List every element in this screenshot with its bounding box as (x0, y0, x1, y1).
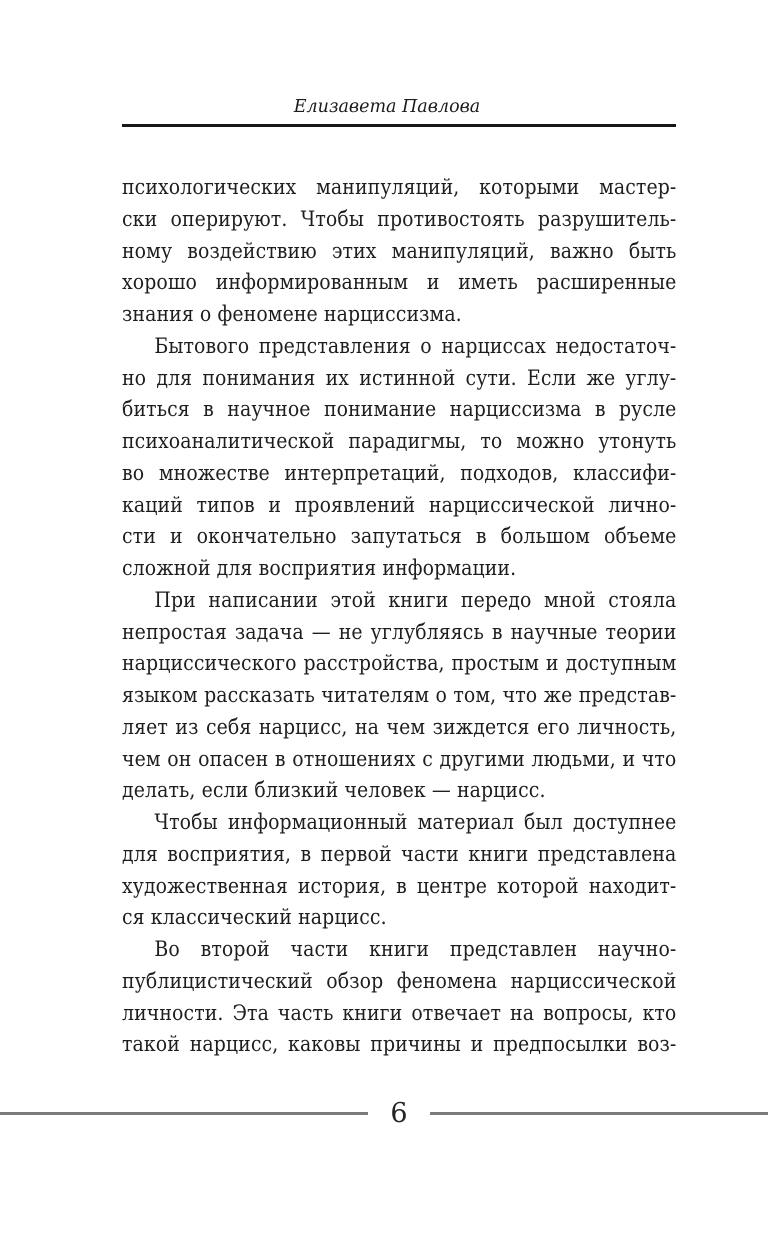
text-line: сложной для восприятия информации. (122, 556, 517, 580)
text-line: Во второй части книги представлен научно- (154, 937, 677, 961)
text-line: биться в научное понимание нарциссизма в русле (122, 397, 677, 422)
text-line: Чтобы информационный материал был доступнее (154, 810, 677, 834)
paragraph (122, 331, 676, 585)
text-line: для восприятия, в первой части книги представлена (122, 841, 677, 866)
page-number: 6 (390, 1098, 408, 1129)
text-line: но для понимания их истинной сути. Если же углу- (122, 365, 677, 390)
body-text (122, 172, 676, 1061)
paragraph (122, 172, 676, 331)
header-rule (122, 124, 676, 127)
text-line: ски оперируют. Чтобы противостоять разрушитель- (122, 206, 677, 231)
text-line: личности. Эта часть книги отвечает на вопросы, кто (122, 1000, 677, 1025)
text-line: каций типов и проявлений нарциссической лично- (122, 492, 677, 517)
text-line: знания о феномене нарциссизма. (122, 302, 462, 326)
text-line: чем он опасен в отношениях с другими людьми, и что (122, 746, 677, 771)
text-line: художественная история, в центре которой находит- (122, 873, 677, 898)
text-line: ному воздействию этих манипуляций, важно быть (122, 238, 677, 263)
page-footer (0, 1096, 768, 1132)
text-line: ся классический нарцисс. (122, 905, 387, 930)
text-line: психологических манипуляций, которыми мастер- (122, 175, 677, 199)
text-line: Бытового представления о нарциссах недостаточ- (154, 333, 677, 358)
text-line: При написании этой книги передо мной стояла (154, 587, 677, 612)
text-line: нарциссического расстройства, простым и доступным (122, 651, 677, 676)
text-line: непростая задача — не углубляясь в научные теории (122, 619, 677, 644)
running-header-author: Елизавета Павлова (293, 97, 481, 117)
paragraph (122, 934, 676, 1061)
text-line: делать, если близкий человек — нарцисс. (122, 778, 546, 803)
text-line: ляет из себя нарцисс, на чем зиждется его личность, (122, 714, 677, 739)
text-line: такой нарцисс, каковы причины и предпосылки воз- (122, 1032, 677, 1057)
text-line: хорошо информированным и иметь расширенные (122, 270, 677, 295)
text-line: языком рассказать читателям о том, что же представ- (122, 683, 677, 707)
text-line: сти и окончательно запутаться в большом объеме (122, 524, 677, 549)
paragraph (122, 585, 676, 807)
footer-rule-right (430, 1112, 768, 1115)
footer-rule-left (0, 1112, 368, 1115)
text-line: во множестве интерпретаций, подходов, классифи- (122, 460, 677, 485)
text-line: публицистический обзор феномена нарциссической (122, 968, 677, 993)
text-line: психоаналитической парадигмы, то можно утонуть (122, 429, 677, 453)
paragraph (122, 807, 676, 934)
